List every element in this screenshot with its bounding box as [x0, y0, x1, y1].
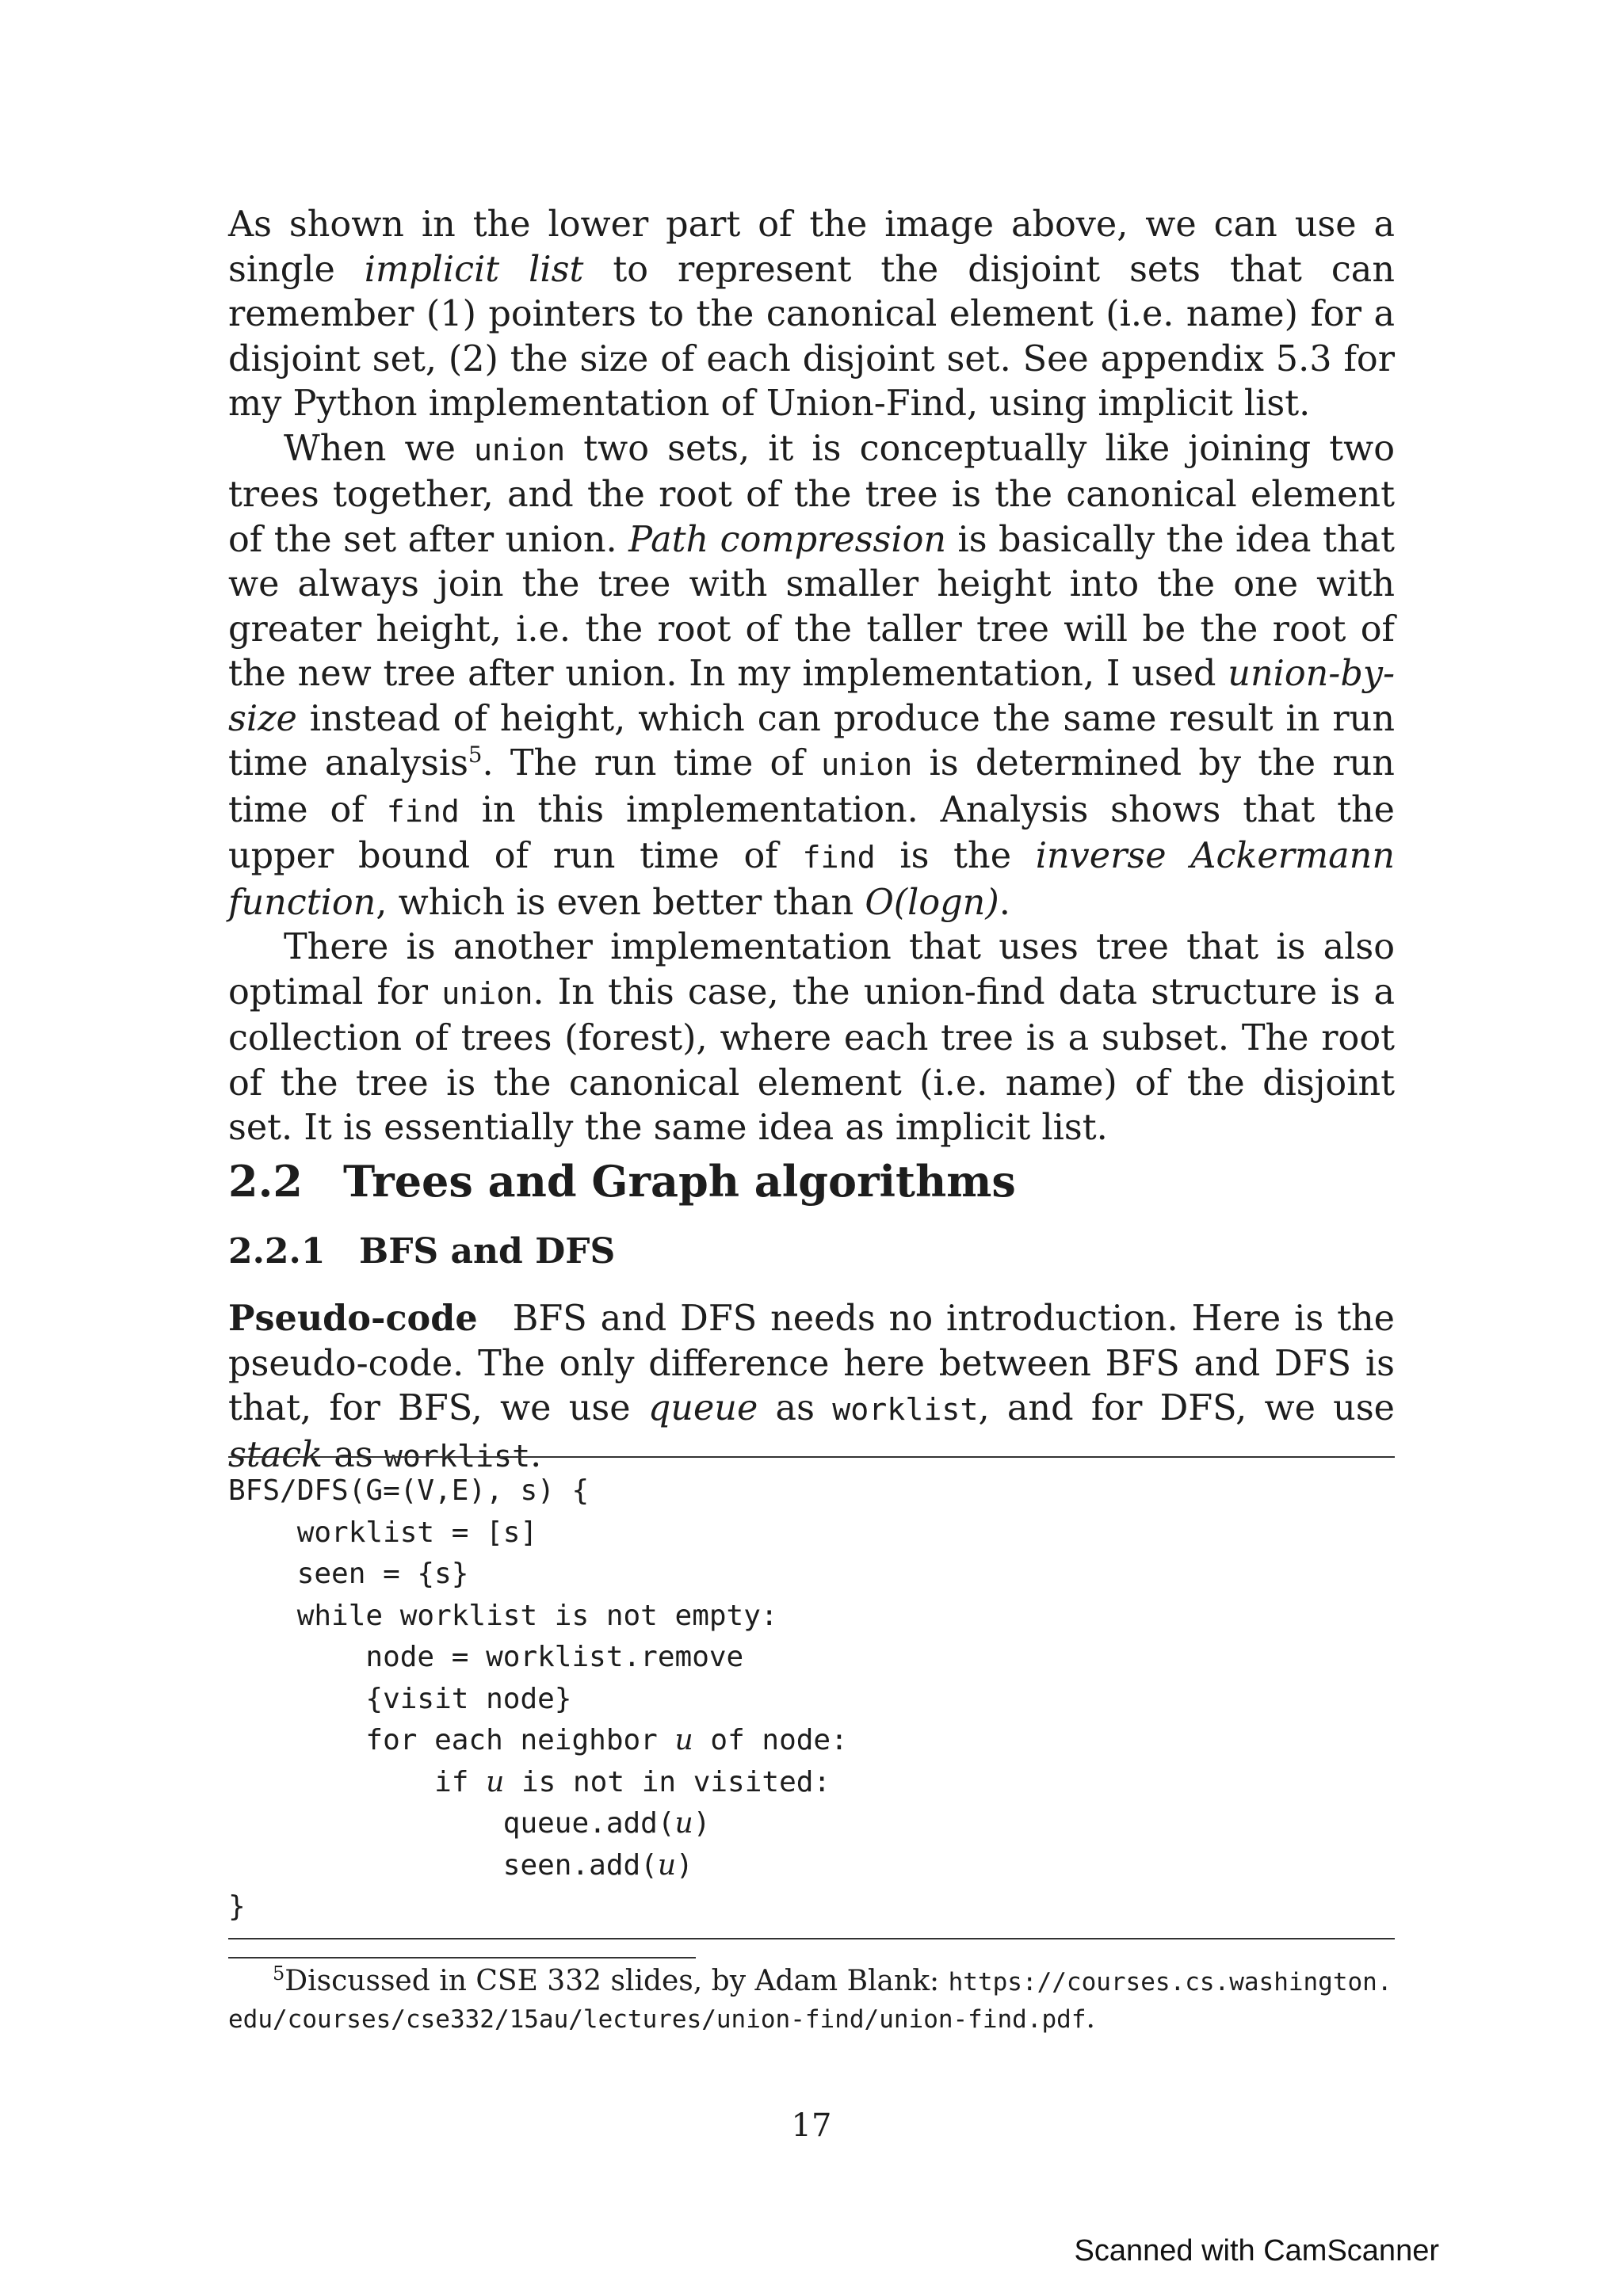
emphasis-term: queue — [647, 1388, 758, 1428]
code-line: node = worklist.remove — [228, 1641, 744, 1673]
footnote-text: . — [1086, 2002, 1095, 2035]
subsection-title: BFS and DFS — [359, 1231, 616, 1272]
paragraph-pseudo-code — [228, 1296, 1395, 1479]
inline-code: union — [441, 975, 533, 1012]
footnote-mark: 5 — [273, 1962, 285, 1985]
text-run: . — [999, 882, 1010, 923]
page-number: 17 — [791, 2107, 832, 2144]
text-run: As shown in the lower part of the image above, we can use a single — [228, 204, 1395, 290]
code-line: {visit node} — [228, 1682, 572, 1715]
code-text: is not in visited: — [504, 1765, 831, 1798]
paragraph-tree-implementation — [228, 925, 1395, 1151]
emphasis-term: Path compression — [628, 519, 947, 560]
code-variable: u — [657, 1848, 677, 1882]
code-text: if — [228, 1765, 487, 1798]
inline-code: find — [386, 793, 460, 830]
section-heading — [228, 1154, 1016, 1209]
paragraph-path-compression — [228, 427, 1395, 926]
code-line: } — [228, 1890, 246, 1923]
code-line: BFS/DFS(G=(V,E), s) { — [228, 1474, 590, 1507]
code-text: queue.add( — [228, 1807, 675, 1840]
code-variable: u — [486, 1765, 505, 1798]
text-run: , and for DFS, we use — [978, 1388, 1395, 1428]
emphasis-term: union-by-size — [228, 654, 1395, 739]
scanner-watermark: Scanned with CamScanner — [1074, 2234, 1439, 2267]
code-line — [228, 1845, 848, 1887]
text-run: , which is even better than — [376, 882, 865, 923]
math-expression: O(logn) — [865, 882, 999, 923]
text-run: as — [758, 1388, 833, 1428]
code-text: seen.add( — [228, 1848, 658, 1882]
code-line — [228, 1762, 848, 1804]
intro-text — [228, 203, 1395, 1151]
text-run: as — [323, 1434, 384, 1475]
emphasis-term: inverse Ackermann function — [228, 836, 1395, 923]
footnote-link[interactable]: https://courses.cs.washington. — [948, 1968, 1392, 1997]
code-block-bottom-rule — [228, 1938, 1395, 1939]
code-text: of node: — [693, 1724, 848, 1756]
text-run: When we — [284, 428, 474, 469]
code-line — [228, 1803, 848, 1845]
text-run: instead of height, which can produce the same result in run time analysis — [228, 698, 1395, 784]
code-variable: u — [674, 1807, 693, 1840]
footnote-text: Discussed in CSE 332 slides, by Adam Blank: — [285, 1965, 949, 1997]
text-run: to represent the disjoint sets that can remember (1) pointers to the canonical element (i.e. name) for a disjoint set, (2) the size of each disjoint set. See appendix 5.3 for my Python implementation of Union-Find, using implicit list. — [228, 249, 1395, 424]
code-line: worklist = [s] — [228, 1516, 538, 1549]
text-run: is basically the idea that we always join the tree with smaller height into the one with greater height, i.e. the root of the taller tree will be the root of the new tree after union. In my implementation, I used — [228, 519, 1395, 694]
footnote-link[interactable]: edu/courses/cse332/15au/lectures/union-find/union-find.pdf — [228, 2005, 1086, 2034]
text-run: . — [530, 1434, 542, 1475]
section-number: 2.2 — [228, 1156, 303, 1207]
text-run: in this implementation. Analysis shows that the upper bound of run time of — [228, 789, 1395, 876]
inline-code: union — [821, 747, 913, 783]
text-run: two sets, it is conceptually like joining two trees together, and the root of the tree is the canonical element of the set after union. — [228, 428, 1396, 560]
text-run: BFS and DFS needs no introduction. Here is the pseudo-code. The only difference here between BFS and DFS is that, for BFS, we use — [228, 1299, 1395, 1428]
footnote-reference[interactable]: 5 — [468, 742, 483, 769]
emphasis-term: implicit list — [364, 249, 584, 290]
code-text: ) — [676, 1848, 693, 1882]
subsection-heading — [228, 1228, 615, 1276]
section-title: Trees and Graph algorithms — [343, 1156, 1016, 1207]
code-line: seen = {s} — [228, 1558, 469, 1590]
run-in-heading: Pseudo-code — [228, 1298, 478, 1339]
pseudo-code-intro — [228, 1296, 1395, 1479]
emphasis-term: stack — [228, 1434, 323, 1475]
footnote — [228, 1963, 1395, 2038]
code-block — [228, 1470, 848, 1928]
code-text: for each neighbor — [228, 1724, 675, 1756]
inline-code: find — [802, 840, 876, 875]
code-line — [228, 1720, 848, 1762]
text-run: . In this case, the union-find data structure is a collection of trees (forest), where each tree is a subset. The root of the tree is the canonical element (i.e. name) of the disjoint set. It is essentially the same idea as implicit list. — [228, 971, 1395, 1148]
text-run: . The run time of — [482, 743, 822, 784]
inline-code: worklist — [384, 1438, 531, 1474]
inline-code: union — [473, 432, 566, 468]
code-text: ) — [693, 1807, 711, 1840]
code-block-top-rule — [228, 1456, 1395, 1458]
code-variable: u — [674, 1724, 693, 1756]
code-line: while worklist is not empty: — [228, 1599, 778, 1632]
text-run: There is another implementation that uses tree that is also optimal for — [228, 927, 1395, 1013]
text-run: is the — [875, 836, 1036, 876]
inline-code: worklist — [832, 1392, 979, 1428]
subsection-number: 2.2.1 — [228, 1231, 326, 1272]
text-run: is determined by the run time of — [228, 743, 1395, 830]
footnote-rule — [228, 1957, 696, 1958]
paragraph-implicit-list — [228, 203, 1395, 427]
